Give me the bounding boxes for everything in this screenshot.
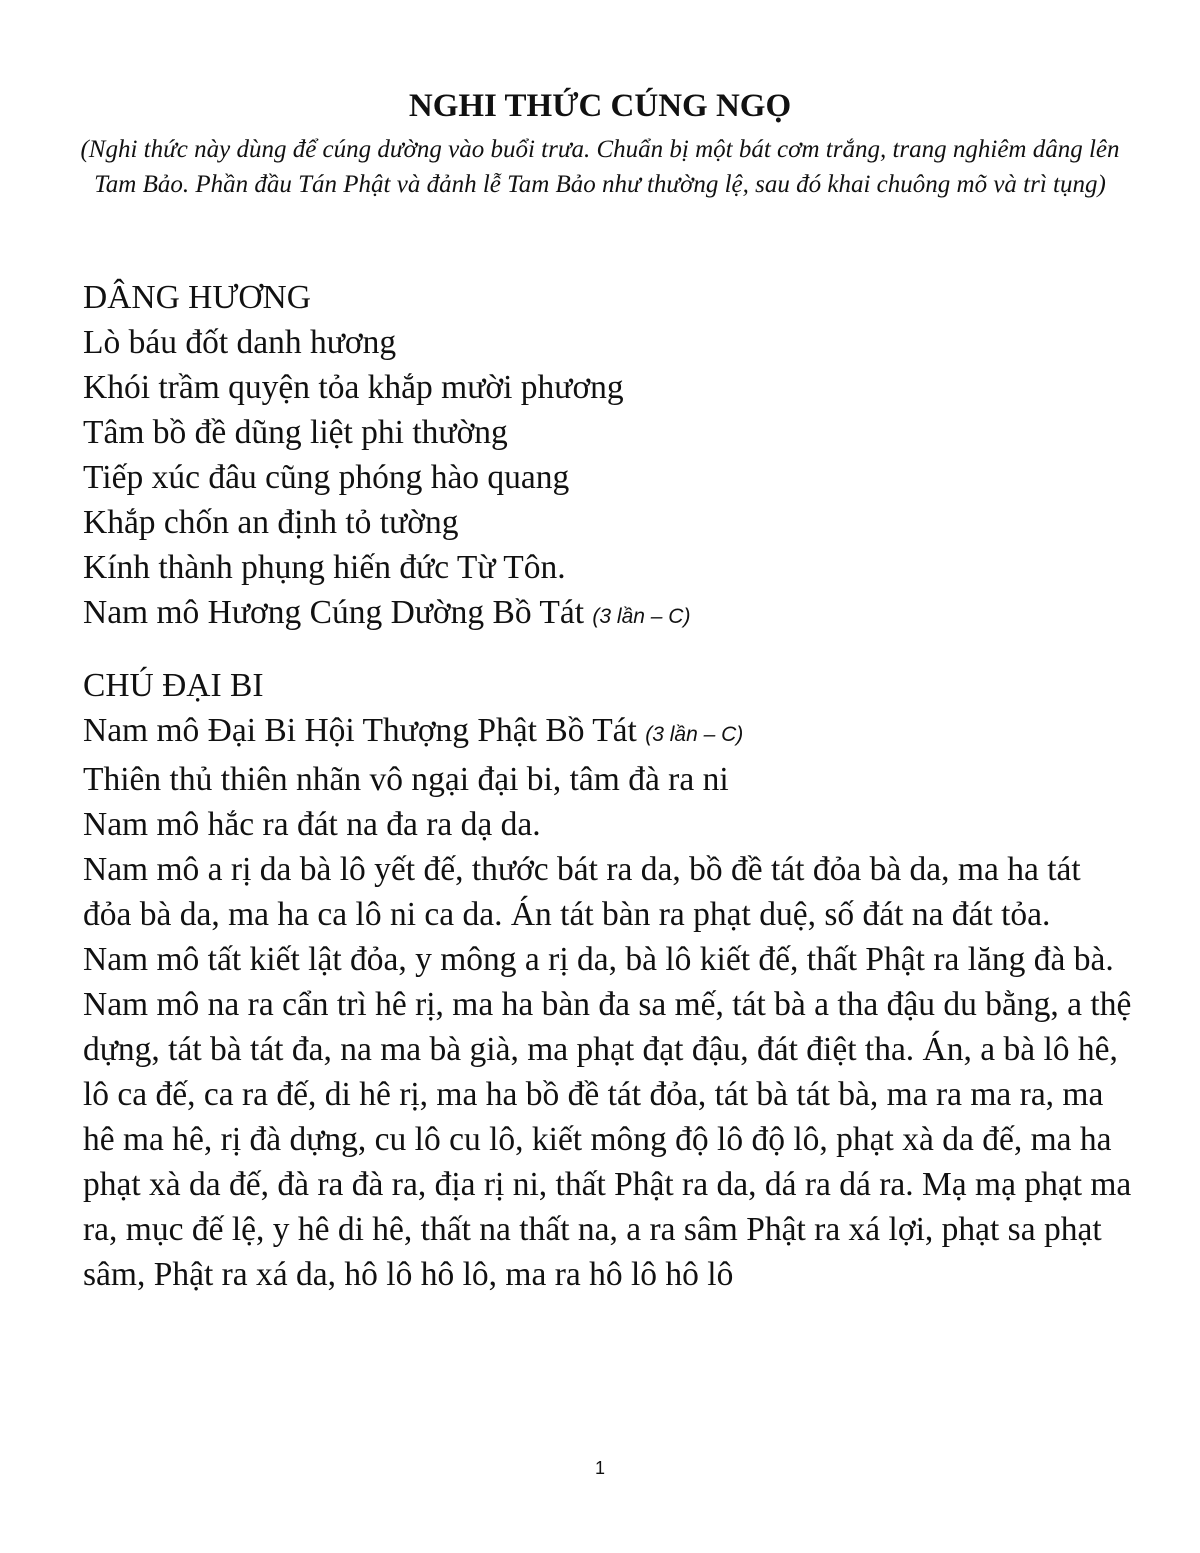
mantra-paragraph: Nam mô tất kiết lật đỏa, y mông a rị da, bà lô kiết đế, thất Phật ra lăng đà bà. <box>83 941 1114 978</box>
closing-text: Nam mô Hương Cúng Dường Bồ Tát <box>83 594 585 631</box>
document-body <box>83 275 1133 1297</box>
verse-line: Tâm bồ đề dũng liệt phi thường <box>83 414 508 451</box>
mantra-line: Nam mô hắc ra đát na đa ra dạ da. <box>83 806 541 843</box>
repeat-note: (3 lần – C) <box>592 605 691 628</box>
verse-line: Khói trầm quyện tỏa khắp mười phương <box>83 369 624 406</box>
document-title: NGHI THỨC CÚNG NGỌ <box>408 88 792 124</box>
mantra-line: Thiên thủ thiên nhãn vô ngại đại bi, tâm đà ra ni <box>83 761 729 798</box>
section-heading-dang-huong: DÂNG HƯƠNG <box>83 279 311 316</box>
verse-line: Khắp chốn an định tỏ tường <box>83 504 459 541</box>
repeat-note: (3 lần – C) <box>645 723 744 746</box>
verse-line: Lò báu đốt danh hương <box>83 324 397 361</box>
mantra-paragraph: Nam mô a rị da bà lô yết đế, thước bát ra da, bồ đề tát đỏa bà da, ma ha tát đỏa bà da, ma ha ca lô ni ca da. Án tát bàn ra phạt duệ, số đát na đát tỏa. <box>83 851 1081 933</box>
verse-line: Tiếp xúc đâu cũng phóng hào quang <box>83 459 570 496</box>
document-subtitle: (Nghi thức này dùng để cúng dường vào buổi trưa. Chuẩn bị một bát cơm trắng, trang nghiêm dâng lên Tam Bảo. Phần đầu Tán Phật và đảnh lễ Tam Bảo như thường lệ, sau đó khai chuông mõ và trì tụng) <box>80 136 1120 198</box>
closing-line <box>83 590 1133 639</box>
invocation-text: Nam mô Đại Bi Hội Thượng Phật Bồ Tát <box>83 712 637 749</box>
mantra-paragraph: Nam mô na ra cẩn trì hê rị, ma ha bàn đa sa mế, tát bà a tha đậu du bằng, a thệ dựng, tát bà tát đa, na ma bà già, ma phạt đạt đậu, đát điệt tha. Án, a bà lô hê, lô ca đế, ca ra đế, di hê rị, ma ha bồ đề tát đỏa, tát bà tát bà, ma ra ma ra, ma hê ma hê, rị đà dựng, cu lô cu lô, kiết mông độ lô độ lô, phạt xà da đế, ma ha phạt xà da đế, đà ra đà ra, địa rị ni, thất Phật ra da, dá ra dá ra. Mạ mạ phạt ma ra, mục đế lệ, y hê di hê, thất na thất na, a ra sâm Phật ra xá lợi, phạt sa phạt sâm, Phật ra xá da, hô lô hô lô, ma ra hô lô hô lô <box>83 986 1132 1293</box>
section-spacer <box>83 639 1133 663</box>
page-number: 1 <box>594 1458 605 1478</box>
section-heading-chu-dai-bi: CHÚ ĐẠI BI <box>83 667 264 704</box>
verse-line: Kính thành phụng hiến đức Từ Tôn. <box>83 549 566 586</box>
invocation-line <box>83 708 1133 757</box>
